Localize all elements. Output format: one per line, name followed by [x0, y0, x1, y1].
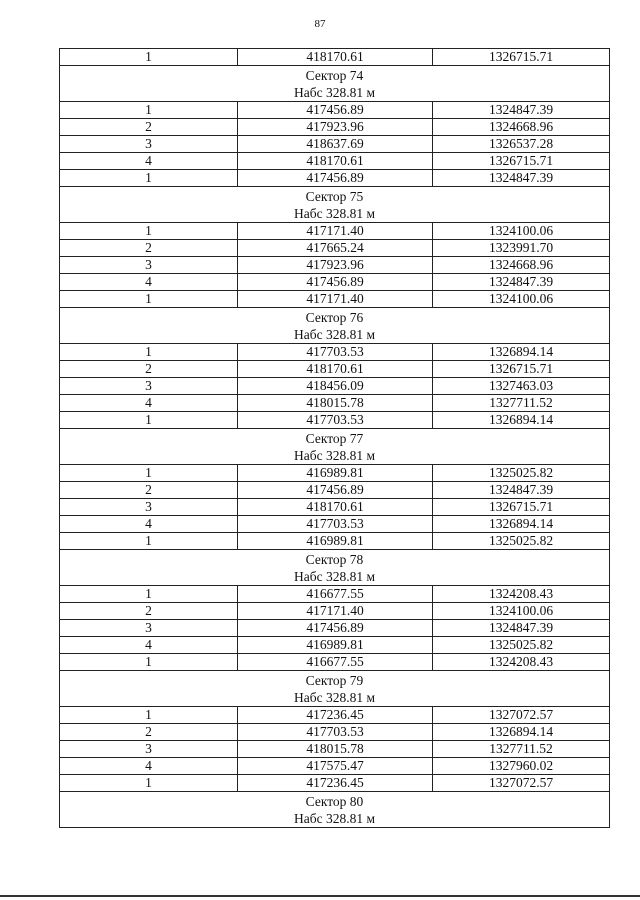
y-coordinate-cell: 1323991.70	[433, 240, 610, 257]
y-coordinate-cell: 1325025.82	[433, 637, 610, 654]
y-coordinate-cell: 1327072.57	[433, 775, 610, 792]
point-number-cell: 1	[60, 344, 238, 361]
point-number-cell: 1	[60, 291, 238, 308]
point-number-cell: 1	[60, 102, 238, 119]
table-row	[60, 240, 610, 257]
point-number-cell: 3	[60, 741, 238, 758]
x-coordinate-cell: 417456.89	[238, 620, 433, 637]
page-number: 87	[314, 18, 326, 30]
y-coordinate-cell: 1324668.96	[433, 257, 610, 274]
sector-header	[60, 429, 610, 465]
point-number-cell: 1	[60, 775, 238, 792]
y-coordinate-cell: 1324208.43	[433, 654, 610, 671]
y-coordinate-cell: 1325025.82	[433, 465, 610, 482]
table-row	[60, 654, 610, 671]
sector-title: Сектор 74	[305, 67, 364, 83]
y-coordinate-cell: 1326715.71	[433, 361, 610, 378]
sector-header	[60, 187, 610, 223]
point-number-cell: 1	[60, 49, 238, 66]
sector-header	[60, 550, 610, 586]
point-number-cell: 3	[60, 378, 238, 395]
y-coordinate-cell: 1324847.39	[433, 102, 610, 119]
y-coordinate-cell: 1324847.39	[433, 620, 610, 637]
table-row	[60, 136, 610, 153]
x-coordinate-cell: 417456.89	[238, 482, 433, 499]
table-row	[60, 741, 610, 758]
table-row	[60, 170, 610, 187]
y-coordinate-cell: 1327711.52	[433, 395, 610, 412]
table-row	[60, 223, 610, 240]
y-coordinate-cell: 1324100.06	[433, 603, 610, 620]
y-coordinate-cell: 1326715.71	[433, 49, 610, 66]
y-coordinate-cell: 1324668.96	[433, 119, 610, 136]
x-coordinate-cell: 416989.81	[238, 465, 433, 482]
point-number-cell: 4	[60, 153, 238, 170]
point-number-cell: 1	[60, 223, 238, 240]
sector-header-row	[60, 429, 610, 465]
table-row	[60, 274, 610, 291]
x-coordinate-cell: 418637.69	[238, 136, 433, 153]
table-row	[60, 620, 610, 637]
x-coordinate-cell: 417171.40	[238, 291, 433, 308]
y-coordinate-cell: 1324847.39	[433, 482, 610, 499]
table-row	[60, 361, 610, 378]
table-row	[60, 412, 610, 429]
sector-elevation: Набс 328.81 м	[293, 810, 376, 826]
sector-header-row	[60, 671, 610, 707]
x-coordinate-cell: 417456.89	[238, 274, 433, 291]
y-coordinate-cell: 1327072.57	[433, 707, 610, 724]
sector-header-row	[60, 550, 610, 586]
sector-header	[60, 792, 610, 828]
y-coordinate-cell: 1324100.06	[433, 223, 610, 240]
table-row	[60, 395, 610, 412]
sector-title: Сектор 77	[305, 430, 364, 446]
x-coordinate-cell: 417703.53	[238, 724, 433, 741]
point-number-cell: 2	[60, 724, 238, 741]
point-number-cell: 1	[60, 586, 238, 603]
table-row	[60, 775, 610, 792]
table-row	[60, 49, 610, 66]
table-row	[60, 153, 610, 170]
x-coordinate-cell: 417665.24	[238, 240, 433, 257]
x-coordinate-cell: 417171.40	[238, 603, 433, 620]
point-number-cell: 4	[60, 274, 238, 291]
x-coordinate-cell: 417236.45	[238, 775, 433, 792]
y-coordinate-cell: 1325025.82	[433, 533, 610, 550]
x-coordinate-cell: 418015.78	[238, 395, 433, 412]
y-coordinate-cell: 1326894.14	[433, 412, 610, 429]
x-coordinate-cell: 418170.61	[238, 49, 433, 66]
table-row	[60, 102, 610, 119]
point-number-cell: 4	[60, 637, 238, 654]
sector-header-row	[60, 792, 610, 828]
sector-elevation: Набс 328.81 м	[293, 447, 376, 463]
point-number-cell: 1	[60, 707, 238, 724]
x-coordinate-cell: 417923.96	[238, 119, 433, 136]
point-number-cell: 3	[60, 499, 238, 516]
sector-title: Сектор 79	[305, 672, 364, 688]
table-row	[60, 637, 610, 654]
sector-header	[60, 671, 610, 707]
table-row	[60, 465, 610, 482]
coordinates-table-body	[60, 49, 610, 828]
sector-title: Сектор 78	[305, 551, 364, 567]
x-coordinate-cell: 417703.53	[238, 412, 433, 429]
x-coordinate-cell: 416677.55	[238, 586, 433, 603]
x-coordinate-cell: 417236.45	[238, 707, 433, 724]
page-bottom-rule	[0, 895, 640, 897]
sector-title: Сектор 76	[305, 309, 364, 325]
point-number-cell: 1	[60, 412, 238, 429]
point-number-cell: 4	[60, 758, 238, 775]
y-coordinate-cell: 1326894.14	[433, 516, 610, 533]
x-coordinate-cell: 418170.61	[238, 499, 433, 516]
point-number-cell: 3	[60, 136, 238, 153]
x-coordinate-cell: 417703.53	[238, 344, 433, 361]
point-number-cell: 2	[60, 361, 238, 378]
table-row	[60, 586, 610, 603]
y-coordinate-cell: 1326715.71	[433, 153, 610, 170]
y-coordinate-cell: 1327463.03	[433, 378, 610, 395]
point-number-cell: 4	[60, 395, 238, 412]
y-coordinate-cell: 1327960.02	[433, 758, 610, 775]
sector-header-row	[60, 66, 610, 102]
table-row	[60, 533, 610, 550]
table-row	[60, 724, 610, 741]
table-row	[60, 482, 610, 499]
y-coordinate-cell: 1324847.39	[433, 170, 610, 187]
x-coordinate-cell: 417703.53	[238, 516, 433, 533]
point-number-cell: 4	[60, 516, 238, 533]
x-coordinate-cell: 416677.55	[238, 654, 433, 671]
y-coordinate-cell: 1324100.06	[433, 291, 610, 308]
sector-elevation: Набс 328.81 м	[293, 84, 376, 100]
table-row	[60, 291, 610, 308]
sector-title: Сектор 80	[305, 793, 364, 809]
point-number-cell: 1	[60, 654, 238, 671]
y-coordinate-cell: 1324847.39	[433, 274, 610, 291]
sector-header	[60, 66, 610, 102]
table-row	[60, 758, 610, 775]
table-row	[60, 344, 610, 361]
point-number-cell: 1	[60, 465, 238, 482]
table-row	[60, 257, 610, 274]
point-number-cell: 3	[60, 257, 238, 274]
sector-elevation: Набс 328.81 м	[293, 326, 376, 342]
point-number-cell: 1	[60, 533, 238, 550]
sector-header	[60, 308, 610, 344]
y-coordinate-cell: 1326715.71	[433, 499, 610, 516]
table-row	[60, 119, 610, 136]
table-row	[60, 499, 610, 516]
sector-elevation: Набс 328.81 м	[293, 689, 376, 705]
y-coordinate-cell: 1327711.52	[433, 741, 610, 758]
x-coordinate-cell: 417456.89	[238, 102, 433, 119]
point-number-cell: 2	[60, 482, 238, 499]
table-row	[60, 707, 610, 724]
x-coordinate-cell: 416989.81	[238, 533, 433, 550]
x-coordinate-cell: 418170.61	[238, 361, 433, 378]
y-coordinate-cell: 1326894.14	[433, 724, 610, 741]
table-row	[60, 603, 610, 620]
x-coordinate-cell: 418170.61	[238, 153, 433, 170]
x-coordinate-cell: 416989.81	[238, 637, 433, 654]
x-coordinate-cell: 417923.96	[238, 257, 433, 274]
sector-elevation: Набс 328.81 м	[293, 568, 376, 584]
sector-header-row	[60, 187, 610, 223]
point-number-cell: 2	[60, 240, 238, 257]
point-number-cell: 3	[60, 620, 238, 637]
table-row	[60, 378, 610, 395]
point-number-cell: 2	[60, 603, 238, 620]
table-row	[60, 516, 610, 533]
sector-header-row	[60, 308, 610, 344]
x-coordinate-cell: 418015.78	[238, 741, 433, 758]
sector-elevation: Набс 328.81 м	[293, 205, 376, 221]
y-coordinate-cell: 1326894.14	[433, 344, 610, 361]
x-coordinate-cell: 417456.89	[238, 170, 433, 187]
point-number-cell: 2	[60, 119, 238, 136]
y-coordinate-cell: 1324208.43	[433, 586, 610, 603]
x-coordinate-cell: 417575.47	[238, 758, 433, 775]
y-coordinate-cell: 1326537.28	[433, 136, 610, 153]
coordinates-table	[59, 48, 610, 828]
x-coordinate-cell: 418456.09	[238, 378, 433, 395]
point-number-cell: 1	[60, 170, 238, 187]
x-coordinate-cell: 417171.40	[238, 223, 433, 240]
sector-title: Сектор 75	[305, 188, 364, 204]
